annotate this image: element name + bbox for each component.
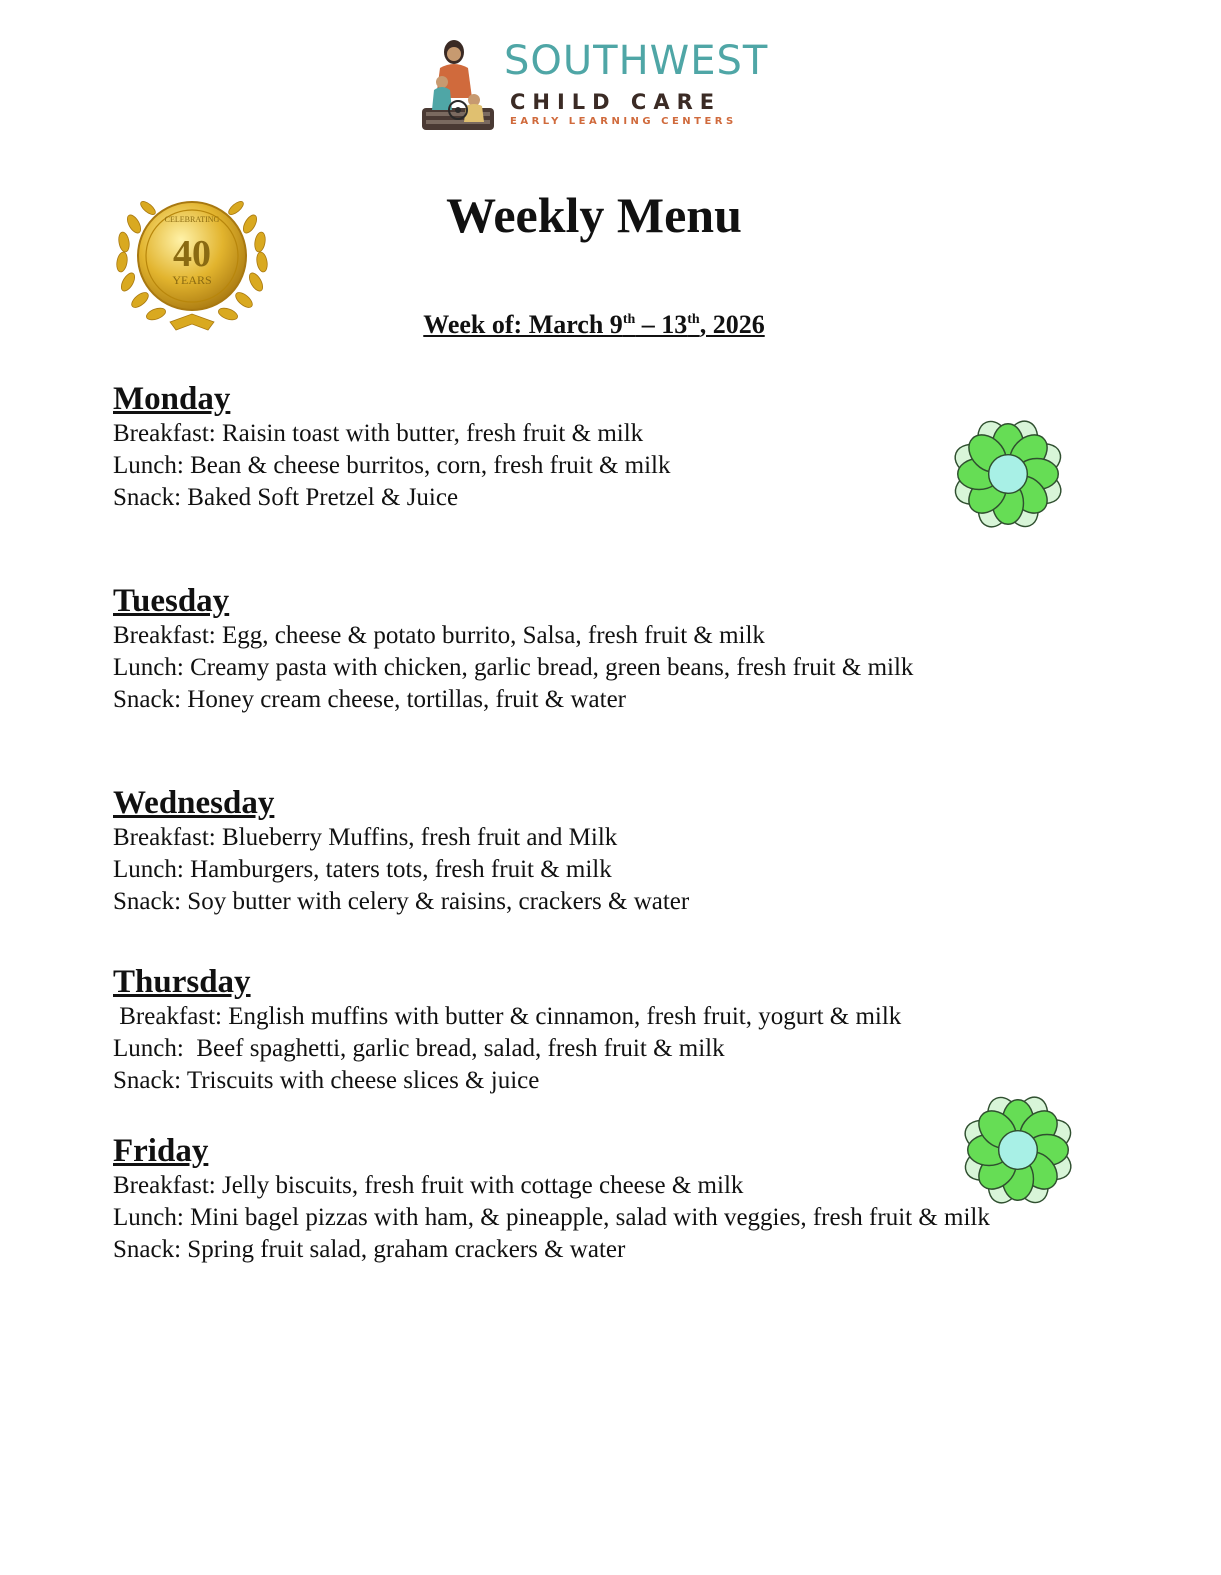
week-suffix: , 2026 — [699, 310, 765, 339]
meal-breakfast: Breakfast: Egg, cheese & potato burrito, Salsa, fresh fruit & milk — [113, 622, 765, 649]
meal-snack: Snack: Spring fruit salad, graham crackers & water — [113, 1236, 626, 1263]
meal-breakfast: Breakfast: English muffins with butter & cinnamon, fresh fruit, yogurt & milk — [113, 1003, 902, 1030]
day-heading: Wednesday — [113, 785, 275, 821]
day-section-thursday — [113, 963, 901, 1097]
meal-lunch: Lunch: Creamy pasta with chicken, garlic bread, green beans, fresh fruit & milk — [113, 654, 914, 681]
meal-breakfast: Breakfast: Jelly biscuits, fresh fruit with cottage cheese & milk — [113, 1172, 744, 1199]
logo-family-icon — [418, 38, 496, 134]
day-heading: Monday — [113, 381, 231, 417]
week-prefix: Week of: March 9 — [423, 310, 623, 339]
logo — [418, 38, 788, 138]
logo-line-3: EARLY LEARNING CENTERS — [510, 116, 737, 127]
week-of-line — [0, 310, 1188, 340]
meal-lunch: Lunch: Hamburgers, taters tots, fresh fruit & milk — [113, 856, 612, 883]
meal-lunch: Lunch: Beef spaghetti, garlic bread, salad, fresh fruit & milk — [113, 1035, 725, 1062]
meal-snack: Snack: Soy butter with celery & raisins, crackers & water — [113, 888, 690, 915]
week-middle: – 13 — [635, 310, 688, 339]
meal-lunch: Lunch: Bean & cheese burritos, corn, fresh fruit & milk — [113, 452, 671, 479]
logo-line-2: CHILD CARE — [510, 90, 722, 114]
day-heading: Tuesday — [113, 583, 230, 619]
day-section-wednesday — [113, 784, 689, 918]
meal-lunch: Lunch: Mini bagel pizzas with ham, & pineapple, salad with veggies, fresh fruit & milk — [113, 1204, 990, 1231]
meal-breakfast: Breakfast: Blueberry Muffins, fresh fruit and Milk — [113, 824, 618, 851]
seal-bottom-text: YEARS — [172, 273, 212, 287]
day-section-tuesday — [113, 582, 913, 716]
seal-top-text: CELEBRATING — [164, 215, 220, 224]
day-heading: Friday — [113, 1133, 209, 1169]
day-section-monday — [113, 380, 670, 514]
meal-breakfast: Breakfast: Raisin toast with butter, fresh fruit & milk — [113, 420, 644, 447]
day-section-friday — [113, 1132, 1043, 1266]
meal-snack: Snack: Triscuits with cheese slices & juice — [113, 1067, 540, 1094]
meal-snack: Snack: Baked Soft Pretzel & Juice — [113, 484, 459, 511]
logo-line-1: SOUTHWEST — [504, 38, 769, 84]
day-heading: Thursday — [113, 964, 251, 1000]
flower-icon — [950, 416, 1066, 532]
seal-number: 40 — [173, 233, 211, 275]
page-title: Weekly Menu — [446, 187, 742, 243]
flower-icon — [960, 1092, 1076, 1208]
week-sup-2: th — [687, 312, 700, 327]
week-sup-1: th — [622, 312, 636, 327]
meal-snack: Snack: Honey cream cheese, tortillas, fruit & water — [113, 686, 627, 713]
